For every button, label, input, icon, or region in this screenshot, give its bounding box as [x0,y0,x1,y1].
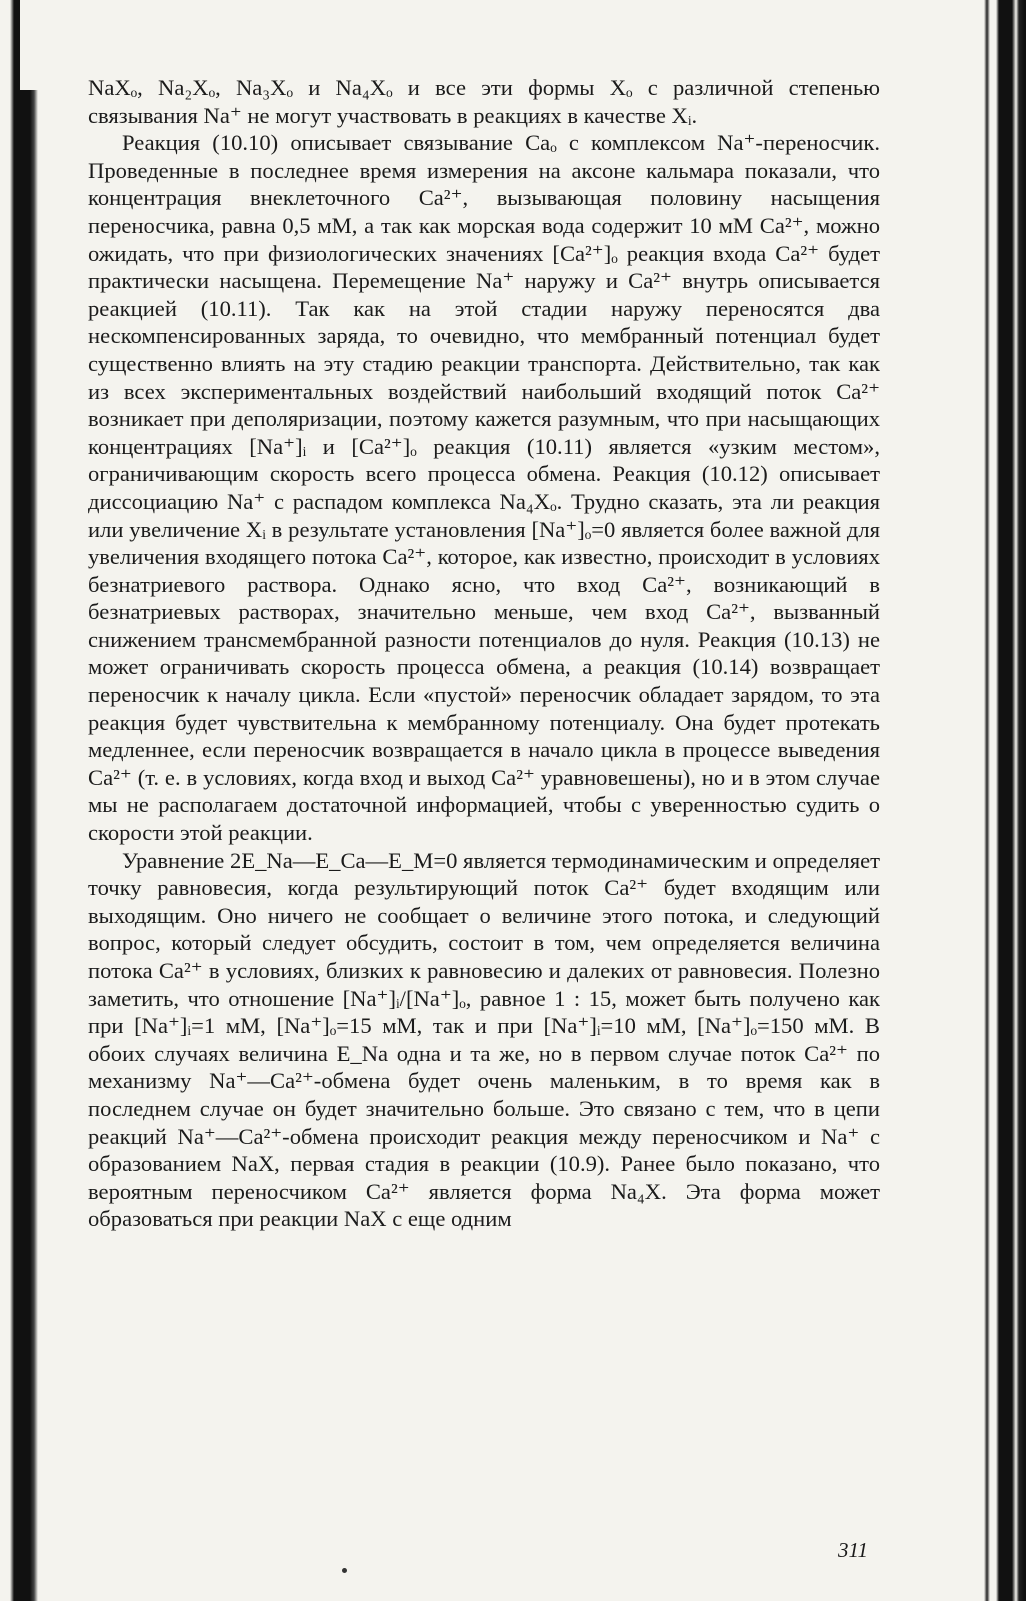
paragraph-1: NaXₒ, Na₂Xₒ, Na₃Xₒ и Na₄Xₒ и все эти формы Xₒ с различной степенью связывания Na⁺ не могут участвовать в реакциях в качестве Xᵢ. [88,75,880,128]
paragraph-3: Уравнение 2E_Na—E_Ca—E_M=0 является термодинамическим и определяет точку равновесия, когда результирующий поток Ca²⁺ будет входящим или выходящим. Оно ничего не сообщает о величине этого потока, и следующий вопрос, который следует обсудить, состоит в том, чем определяется величина потока Ca²⁺ в условиях, близких к равновесию и далеких от равновесия. Полезно заметить, что отношение [Na⁺]ᵢ/[Na⁺]ₒ, равное 1 : 15, может быть получено как при [Na⁺]ᵢ=1 мМ, [Na⁺]ₒ=15 мМ, так и при [Na⁺]ᵢ=10 мМ, [Na⁺]ₒ=150 мМ. В обоих случаях величина E_Na одна и та же, но в первом случае поток Ca²⁺ по механизму Na⁺—Ca²⁺-обмена будет очень маленьким, в то время как в последнем случае он будет значительно больше. Это связано с тем, что в цепи реакций Na⁺—Ca²⁺-обмена происходит реакция между переносчиком и Na⁺ с образованием NaX, первая стадия в реакции (10.9). Ранее было показано, что вероятным переносчиком Ca²⁺ является форма Na₄X. Эта форма может образоваться при реакции NaX с еще одним [88,847,880,1232]
scan-edge-left-gap [20,0,50,90]
scan-edge-right [964,0,1026,1601]
stray-dot [342,1568,347,1573]
page-number: 311 [838,1538,868,1562]
scan-edge-left [0,0,38,1601]
page-body [88,74,880,1233]
paragraph-2: Реакция (10.10) описывает связывание Caₒ с комплексом Na⁺-переносчик. Проведенные в последнее время измерения на аксоне кальмара показали, что концентрация внеклеточного Ca²⁺, вызывающая половину насыщения переносчика, равна 0,5 мМ, а так как морская вода содержит 10 мМ Ca²⁺, можно ожидать, что при физиологических значениях [Ca²⁺]ₒ реакция входа Ca²⁺ будет практически насыщена. Перемещение Na⁺ наружу и Ca²⁺ внутрь описывается реакцией (10.11). Так как на этой стадии наружу переносятся два нескомпенсированных заряда, то очевидно, что мембранный потенциал будет существенно влиять на эту стадию реакции транспорта. Действительно, так как из всех экспериментальных воздействий наибольший входящий поток Ca²⁺ возникает при деполяризации, поэтому кажется разумным, что при насыщающих концентрациях [Na⁺]ᵢ и [Ca²⁺]ₒ реакция (10.11) является «узким местом», ограничивающим скорость всего процесса обмена. Реакция (10.12) описывает диссоциацию Na⁺ с распадом комплекса Na₄Xₒ. Трудно сказать, эта ли реакция или увеличение Xᵢ в результате установления [Na⁺]ₒ=0 является более важной для увеличения входящего потока Ca²⁺, которое, как известно, происходит в условиях безнатриевого раствора. Однако ясно, что вход Ca²⁺, возникающий в безнатриевых растворах, значительно меньше, чем вход Ca²⁺, вызванный снижением трансмембранной разности потенциалов до нуля. Реакция (10.13) не может ограничивать скорость процесса обмена, а реакция (10.14) возвращает переносчик к началу цикла. Если «пустой» переносчик обладает зарядом, то эта реакция будет чувствительна к мембранному потенциалу. Она будет протекать медленнее, если переносчик возвращается в начало цикла в процессе выведения Ca²⁺ (т. е. в условиях, когда вход и выход Ca²⁺ уравновешены), но и в этом случае мы не располагаем достаточной информацией, чтобы с уверенностью судить о скорости этой реакции. [88,130,880,846]
